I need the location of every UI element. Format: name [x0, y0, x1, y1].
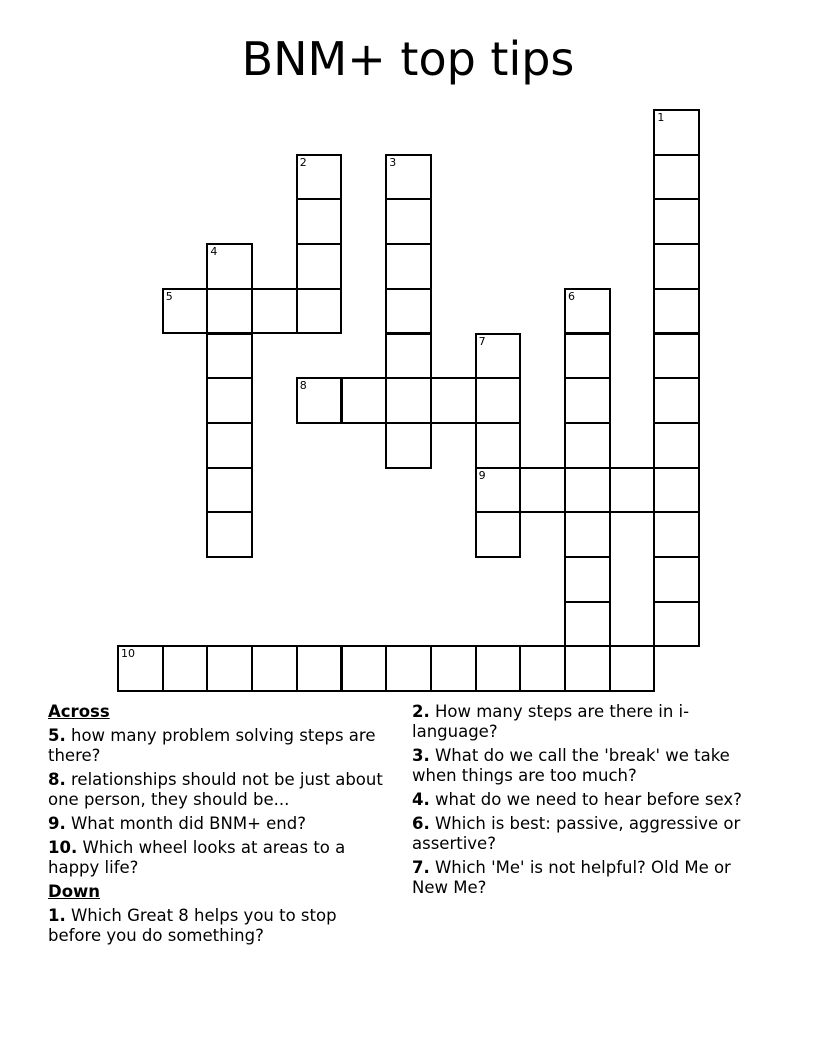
down-heading: Down [48, 882, 101, 901]
clue-number: 5. [48, 726, 66, 745]
clue-down-7 [412, 858, 757, 898]
clue-across-10 [48, 838, 393, 878]
cell-number: 10 [121, 647, 135, 661]
clues-right-column [412, 702, 757, 902]
grid-cell[interactable] [564, 422, 611, 469]
grid-cell[interactable] [564, 288, 611, 335]
cell-number: 5 [165, 289, 173, 303]
grid-cell[interactable] [385, 154, 432, 201]
clue-text: Which wheel looks at areas to a happy life? [48, 838, 346, 877]
grid-cell[interactable] [519, 467, 566, 514]
clue-text: how many problem solving steps are there? [48, 726, 376, 765]
clue-down-6 [412, 814, 757, 854]
cell-number: 8 [299, 379, 307, 393]
clue-number: 3. [412, 746, 430, 765]
grid-cell[interactable] [519, 645, 566, 692]
clue-down-1 [48, 906, 393, 946]
clue-down-2 [412, 702, 757, 742]
grid-cell[interactable] [653, 601, 700, 648]
clue-text: How many steps are there in i-language? [412, 702, 690, 741]
clue-text: Which is best: passive, aggressive or assertive? [412, 814, 741, 853]
grid-cell[interactable] [653, 422, 700, 469]
grid-cell[interactable] [430, 645, 477, 692]
clue-down-3 [412, 746, 757, 786]
grid-cell[interactable] [117, 645, 164, 692]
clue-number: 9. [48, 814, 66, 833]
clue-number: 10. [48, 838, 78, 857]
clue-across-5 [48, 726, 393, 766]
clue-across-9 [48, 814, 393, 834]
grid-cell[interactable] [653, 556, 700, 603]
grid-cell[interactable] [564, 556, 611, 603]
grid-cell[interactable] [206, 645, 253, 692]
grid-cell[interactable] [475, 333, 522, 380]
grid-cell[interactable] [206, 422, 253, 469]
grid-cell[interactable] [206, 333, 253, 380]
grid-cell[interactable] [296, 288, 343, 335]
grid-cell[interactable] [206, 467, 253, 514]
cell-number: 4 [210, 245, 218, 259]
grid-cell[interactable] [564, 601, 611, 648]
cell-number: 1 [657, 111, 665, 124]
grid-cell[interactable] [653, 333, 700, 380]
grid-cell[interactable] [430, 377, 477, 424]
grid-cell[interactable] [162, 288, 209, 335]
grid-cell[interactable] [564, 511, 611, 558]
grid-cell[interactable] [296, 645, 343, 692]
grid-cell[interactable] [385, 288, 432, 335]
grid-cell[interactable] [385, 422, 432, 469]
grid-cell[interactable] [206, 377, 253, 424]
grid-cell[interactable] [385, 645, 432, 692]
grid-cell[interactable] [609, 645, 656, 692]
cell-number: 2 [299, 155, 307, 169]
cell-number: 3 [389, 155, 397, 169]
grid-cell[interactable] [653, 467, 700, 514]
grid-cell[interactable] [385, 198, 432, 245]
grid-cell[interactable] [206, 288, 253, 335]
grid-cell[interactable] [653, 377, 700, 424]
grid-cell[interactable] [653, 198, 700, 245]
grid-cell[interactable] [296, 198, 343, 245]
grid-cell[interactable] [162, 645, 209, 692]
grid-cell[interactable] [564, 333, 611, 380]
clue-text: Which Great 8 helps you to stop before you do something? [48, 906, 337, 945]
clue-number: 4. [412, 790, 430, 809]
clue-number: 6. [412, 814, 430, 833]
clue-number: 2. [412, 702, 430, 721]
clue-number: 8. [48, 770, 66, 789]
grid-cell[interactable] [385, 377, 432, 424]
clue-text: What do we call the 'break' we take when things are too much? [412, 746, 730, 785]
grid-cell[interactable] [475, 467, 522, 514]
clue-number: 1. [48, 906, 66, 925]
grid-cell[interactable] [341, 645, 388, 692]
clue-text: What month did BNM+ end? [65, 814, 306, 833]
grid-cell[interactable] [206, 243, 253, 290]
clues-left-column [48, 702, 393, 950]
grid-cell[interactable] [475, 511, 522, 558]
grid-cell[interactable] [564, 377, 611, 424]
grid-cell[interactable] [653, 511, 700, 558]
grid-cell[interactable] [296, 243, 343, 290]
grid-cell[interactable] [653, 243, 700, 290]
clue-number: 7. [412, 858, 430, 877]
clue-down-4 [412, 790, 757, 810]
grid-cell[interactable] [653, 154, 700, 201]
grid-cell[interactable] [341, 377, 388, 424]
page-title: BNM+ top tips [241, 32, 575, 86]
grid-cell[interactable] [653, 288, 700, 335]
grid-cell[interactable] [385, 333, 432, 380]
cell-number: 7 [478, 334, 486, 348]
cell-number: 6 [568, 289, 575, 303]
grid-cell[interactable] [564, 467, 611, 514]
grid-cell[interactable] [475, 422, 522, 469]
grid-cell[interactable] [206, 511, 253, 558]
clue-text: relationships should not be just about one person, they should be... [48, 770, 383, 809]
clue-text: Which 'Me' is not helpful? Old Me or New Me? [412, 858, 731, 897]
grid-cell[interactable] [475, 645, 522, 692]
grid-cell[interactable] [296, 154, 343, 201]
grid-cell[interactable] [653, 109, 700, 156]
grid-cell[interactable] [251, 645, 298, 692]
across-heading: Across [48, 702, 110, 721]
cell-number: 9 [478, 468, 486, 482]
grid-cell[interactable] [475, 377, 522, 424]
clue-across-8 [48, 770, 393, 810]
grid-cell[interactable] [385, 243, 432, 290]
grid-cell[interactable] [251, 288, 298, 335]
grid-cell[interactable] [564, 645, 611, 692]
grid-cell[interactable] [609, 467, 656, 514]
grid-cell[interactable] [296, 377, 343, 424]
clue-text: what do we need to hear before sex? [429, 790, 742, 809]
